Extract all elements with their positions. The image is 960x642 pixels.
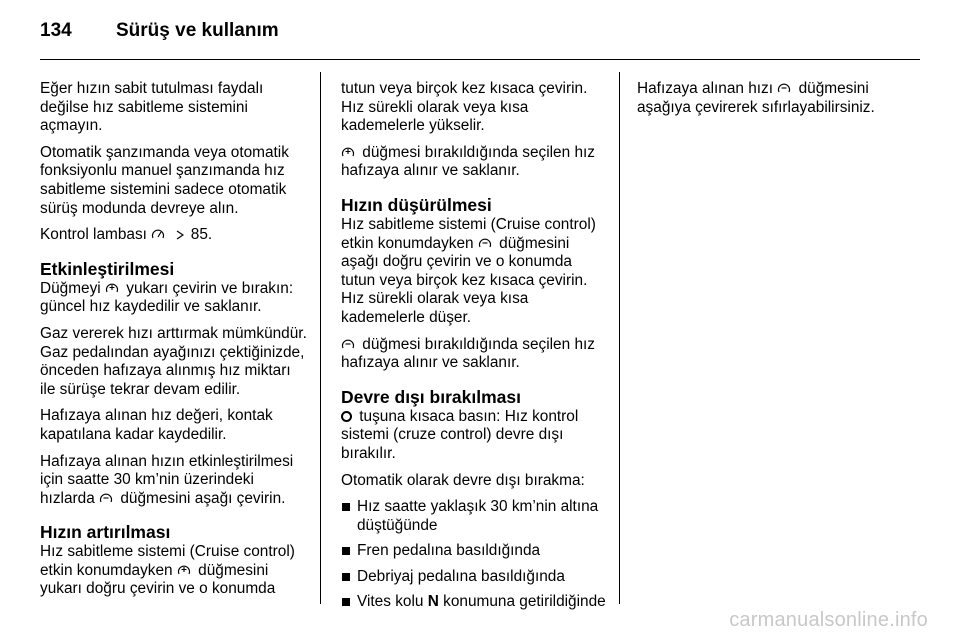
text: düğmesini aşağıya çevirerek sıfırlayabilirsiniz. — [637, 80, 875, 116]
text: düğmesi bırakıldığında seçilen hız hafızaya alınır ve saklanır. — [341, 143, 595, 180]
cruise-set-plus-icon — [341, 146, 355, 158]
list-item — [341, 498, 609, 535]
text: Kontrol lambası — [40, 226, 147, 244]
column-1 — [40, 80, 308, 607]
section-heading-decrease: Hızın düşürülmesi — [341, 194, 492, 215]
cruise-set-minus-icon — [777, 82, 791, 94]
bullet-icon — [342, 598, 350, 606]
text: Hız sabitleme sistemi (Cruise control) etkin konumdayken — [341, 215, 596, 252]
paragraph — [40, 226, 308, 245]
column-3 — [637, 80, 905, 125]
cruise-off-ring-icon — [341, 411, 352, 422]
text: Hafızaya alınan hızın etkinleştirilmesi için saatte 30 km’nin üzerindeki hızlarda — [40, 452, 294, 507]
text: Vites kolu — [357, 593, 424, 611]
cruise-set-plus-icon — [105, 282, 119, 294]
cruise-set-minus-icon — [341, 338, 355, 350]
text: düğmesini aşağı doğru çevirin ve o konumda tutun veya birçok kez kısaca çevirin. Hız sürekli olarak veya kısa kademelerle düşer. — [341, 234, 588, 326]
text: düğmesi bırakıldığında seçilen hız hafızaya alınır ve saklanır. — [341, 335, 595, 372]
paragraph — [637, 80, 905, 117]
page-reference-arrow-icon — [176, 230, 184, 240]
paragraph: Otomatik olarak devre dışı bırakma: — [341, 471, 585, 489]
paragraph: Otomatik şanzımanda veya otomatik fonksiyonlu manuel şanzımanda hız sabitleme sistemini sadece otomatik sürüş modunda devreye alın. — [40, 143, 289, 217]
list-item-text: Debriyaj pedalına basıldığında — [357, 567, 565, 585]
paragraph: tutun veya birçok kez kısaca çevirin. Hız sürekli olarak veya kısa kademelerle yükselir. — [341, 80, 588, 135]
text: Hız sabitleme sistemi (Cruise control) etkin konumdayken — [40, 543, 295, 579]
bullet-icon — [342, 547, 350, 555]
watermark: carmanualsonline.info — [729, 609, 928, 631]
section-heading-deactivation: Devre dışı bırakılması — [341, 386, 521, 407]
cruise-set-minus-icon — [99, 492, 113, 504]
cruise-control-icon — [151, 228, 165, 240]
paragraph: Eğer hızın sabit tutulması faydalı değilse hız sabitleme sistemini açmayın. — [40, 80, 264, 135]
cruise-set-minus-icon — [478, 237, 492, 249]
section-heading-increase: Hızın artırılması — [40, 522, 171, 543]
list-item — [341, 593, 609, 612]
header-rule — [40, 59, 920, 60]
text: düğmesini aşağı çevirin. — [120, 489, 286, 507]
list-item-text: Fren pedalına basıldığında — [357, 542, 541, 560]
list-item — [341, 568, 609, 587]
page-title: Sürüş ve kullanım — [116, 20, 279, 41]
paragraph: Hafızaya alınan hız değeri, kontak kapatılana kadar kaydedilir. — [40, 407, 273, 443]
list-item — [341, 542, 609, 561]
page-number: 134 — [40, 20, 72, 41]
list-item-text — [357, 593, 606, 610]
text: tuşuna kısaca basın: Hız kontrol sistemi (cruze control) devre dışı bırakılır. — [341, 407, 579, 462]
cruise-set-plus-icon — [177, 564, 191, 576]
paragraph — [40, 453, 308, 509]
text: yukarı çevirin ve bırakın: güncel hız kaydedilir ve saklanır. — [40, 279, 294, 316]
text: düğmesini yukarı doğru çevirin ve o konumda — [40, 561, 276, 598]
text: Hafızaya alınan hızı — [637, 80, 774, 97]
paragraph — [341, 144, 609, 181]
text: Düğmeyi — [40, 279, 101, 297]
bullet-icon — [342, 503, 350, 511]
paragraph: Gaz vererek hızı arttırmak mümkündür. Gaz pedalından ayağınızı çektiğinizde, önceden hafızaya alınmış hız miktarı ile sürüşe tekrar devam edilir. — [40, 324, 307, 398]
list-item-text: Hız saatte yaklaşık 30 km’nin altına düştüğünde — [357, 498, 599, 534]
page-reference: 85. — [190, 226, 213, 244]
paragraph — [40, 280, 308, 317]
paragraph — [341, 408, 609, 464]
page-header — [40, 20, 279, 42]
paragraph — [341, 336, 609, 373]
column-divider-1 — [320, 72, 321, 604]
paragraph — [40, 543, 308, 599]
text: konumuna getirildiğinde — [443, 593, 606, 611]
bullet-icon — [342, 573, 350, 581]
section-heading-activation: Etkinleştirilmesi — [40, 258, 175, 279]
column-divider-2 — [619, 72, 620, 604]
paragraph — [341, 216, 609, 328]
column-2 — [341, 80, 609, 619]
gear-position: N — [427, 593, 439, 611]
